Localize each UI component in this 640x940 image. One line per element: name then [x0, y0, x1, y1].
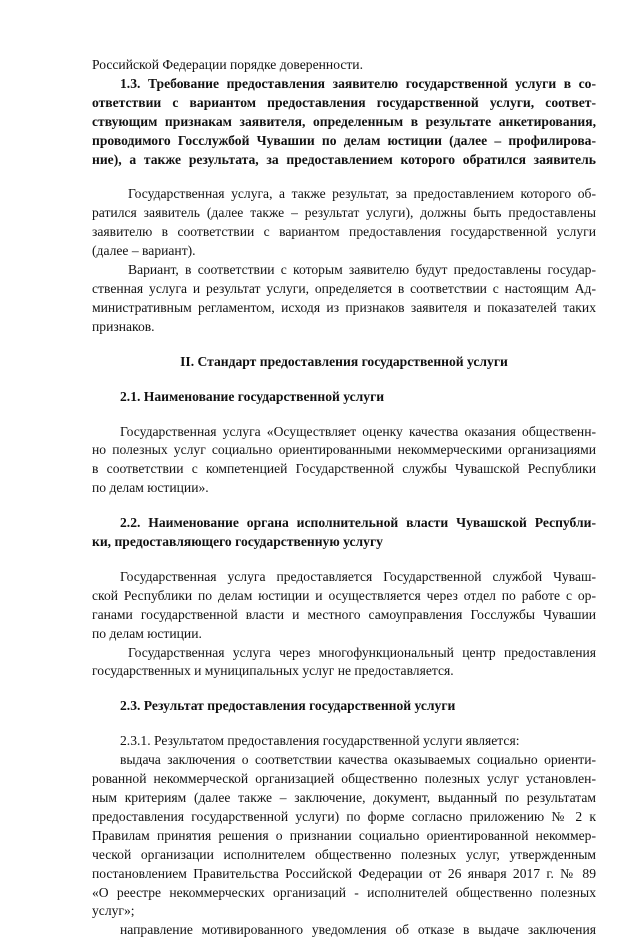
text-line: проводимого Госслужбой Чувашии по делам юстиции (далее – профилирова- — [92, 132, 596, 148]
text-line: ствующим признакам заявителя, определенным в результате анкетирования, — [92, 113, 596, 129]
text-line: 2.2. Наименование органа исполнительной власти Чувашской Республи- — [120, 515, 596, 531]
text-line: ческой организации исполнителем общественно полезных услуг, утвержденным — [92, 846, 596, 862]
text-line: Государственная услуга, а также результат, за предоставлением которого об- — [128, 186, 596, 202]
text-line: ным критериям (далее также – заключение, документ, выданный по результатам — [92, 790, 596, 805]
text-line: ответствии с вариантом предоставления государственной услуги, соответ- — [92, 94, 596, 110]
section-1-3-heading — [92, 75, 596, 170]
document-page — [92, 56, 596, 940]
section-2-2-heading — [92, 514, 596, 552]
text-line: но полезных услуг социально ориентированными некоммерческими организациями — [92, 442, 596, 458]
text-line: Российской Федерации порядке доверенности. — [92, 57, 363, 72]
text-line: выдача заключения о соответствии качества оказываемых социально ориенти- — [120, 752, 596, 768]
text-line: ки, предоставляющего государственную услугу — [92, 534, 383, 550]
text-line: ской Республики по делам юстиции и осуществляется через отдел по работе с ор- — [92, 587, 596, 603]
text-line: Государственная услуга предоставляется Государственной службой Чуваш- — [120, 568, 596, 584]
paragraph-service-name — [92, 423, 596, 499]
chapter-2-heading: II. Стандарт предоставления государственной услуги — [180, 353, 508, 369]
text-line: направление мотивированного уведомления об отказе в выдаче заключения — [120, 922, 596, 938]
text-line: заявителю в соответствии с вариантом предоставления государственной услуги — [92, 224, 596, 240]
paragraph-variant — [92, 261, 596, 337]
section-2-3-heading: 2.3. Результат предоставления государственной услуги — [120, 698, 456, 714]
text-line: предоставления государственной услуги) по форме согласно приложению № 2 к — [92, 808, 596, 824]
text-line: ственная услуга и результат услуги, определяется в соответствии с настоящим Ад- — [92, 280, 596, 296]
text-line: по делам юстиции». — [92, 480, 209, 496]
text-line: по делам юстиции. — [92, 625, 202, 641]
paragraph-provider — [92, 568, 596, 644]
text-line: «О реестре некоммерческих организаций - исполнителей общественно полезных — [92, 884, 596, 900]
text-line: услуг»; — [92, 903, 135, 919]
text-line: Вариант, в соответствии с которым заявителю будут предоставлены государ- — [128, 262, 596, 278]
paragraph-service-result — [92, 185, 596, 261]
text-line: в соответствии с компетенцией Государственной службы Чувашской Республики — [92, 461, 596, 477]
paragraph-refusal — [92, 921, 596, 940]
text-line: постановлением Правительства Российской Федерации от 26 января 2017 г. № 89 — [92, 865, 596, 881]
paragraph-intro — [92, 56, 596, 75]
text-line: рованной некоммерческой организацией общественно полезных услуг установлен- — [92, 771, 596, 787]
text-line: ратился заявитель (далее также – результат услуги), должны быть предоставлены — [92, 205, 596, 221]
paragraph-result-intro — [92, 732, 596, 751]
text-line: Правилам принятия решения о признании социально ориентированной некоммер- — [92, 827, 596, 843]
text-line: ние), а также результата, за предоставлением которого обратился заявитель — [92, 151, 596, 167]
section-2-1-heading: 2.1. Наименование государственной услуги — [120, 388, 385, 404]
text-line: государственных и муниципальных услуг не предоставляется. — [92, 663, 454, 679]
text-line: (далее – вариант). — [92, 243, 196, 259]
paragraph-mfc — [92, 644, 596, 682]
text-line: 1.3. Требование предоставления заявителю государственной услуги в со- — [120, 75, 596, 91]
text-line: 2.3.1. Результатом предоставления государственной услуги является: — [120, 733, 520, 749]
text-line: Государственная услуга через многофункциональный центр предоставления — [128, 644, 596, 660]
text-line: Государственная услуга «Осуществляет оценку качества оказания общественн- — [120, 423, 596, 439]
text-line: министративным регламентом, исходя из признаков заявителя и показателей таких — [92, 299, 596, 315]
text-line: признаков. — [92, 318, 155, 334]
paragraph-issuance — [92, 751, 596, 921]
text-line: ганами государственной власти и местного самоуправления Госслужбы Чувашии — [92, 606, 596, 622]
